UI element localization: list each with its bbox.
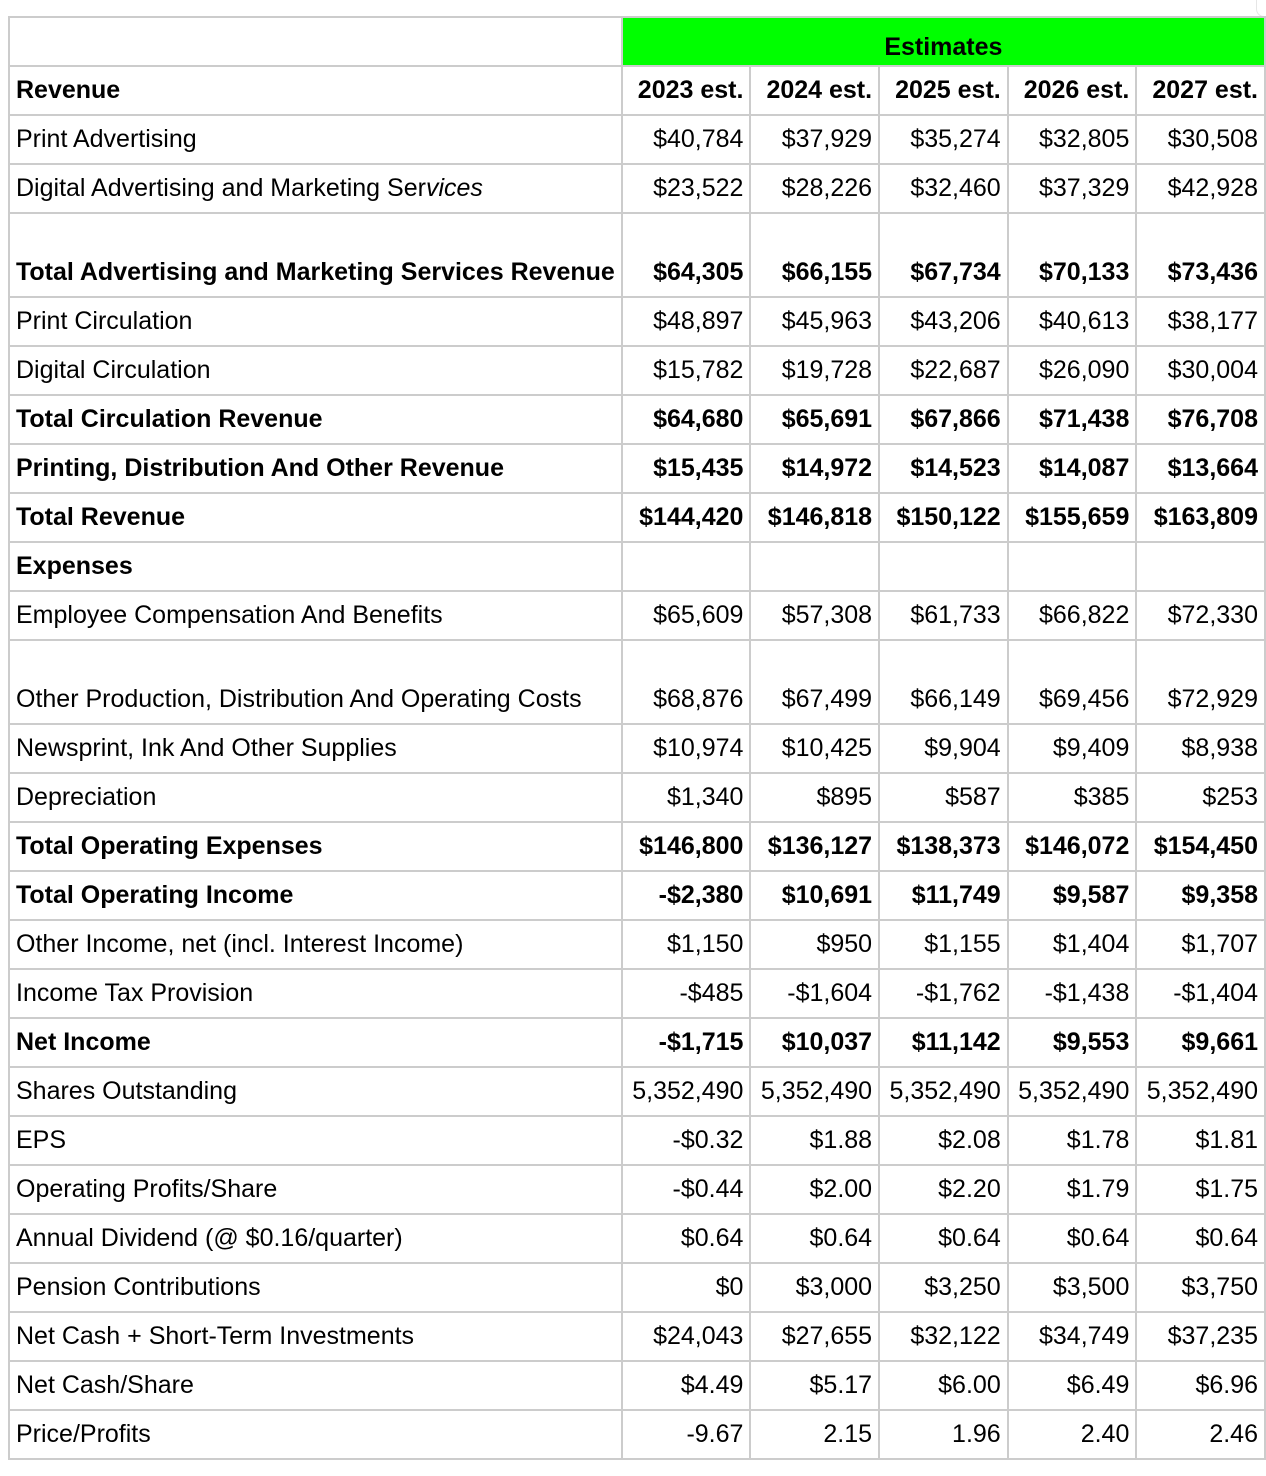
- row-label[interactable]: Print Circulation: [9, 297, 622, 346]
- value-cell-2025[interactable]: $61,733: [879, 591, 1008, 640]
- value-cell-2025[interactable]: $3,250: [879, 1263, 1008, 1312]
- value-cell-2023[interactable]: -$0.32: [622, 1116, 751, 1165]
- value-cell-2024[interactable]: $27,655: [750, 1312, 879, 1361]
- value-cell-2024[interactable]: 2.15: [750, 1410, 879, 1459]
- value-cell-2024[interactable]: $2.00: [750, 1165, 879, 1214]
- value-cell-2026[interactable]: 5,352,490: [1008, 1067, 1137, 1116]
- row-label-text: Digital Advertising and Marketing Ser: [16, 174, 426, 202]
- value-cell-2027[interactable]: $154,450: [1136, 822, 1265, 871]
- value-cell-2024[interactable]: $67,499: [750, 640, 879, 724]
- value-cell-2023[interactable]: $144,420: [622, 493, 751, 542]
- value-cell-2027[interactable]: 5,352,490: [1136, 1067, 1265, 1116]
- value-cell-2025[interactable]: $35,274: [879, 115, 1008, 164]
- table-row: [9, 297, 1265, 346]
- value-cell-2026[interactable]: $37,329: [1008, 164, 1137, 213]
- value-cell-2027[interactable]: $9,661: [1136, 1018, 1265, 1067]
- value-cell-2023[interactable]: $15,435: [622, 444, 751, 493]
- table-row: [9, 1018, 1265, 1067]
- value-cell-2025[interactable]: $138,373: [879, 822, 1008, 871]
- value-cell-2025[interactable]: $67,734: [879, 213, 1008, 297]
- value-cell-2026[interactable]: $385: [1008, 773, 1137, 822]
- value-cell-2026[interactable]: $9,587: [1008, 871, 1137, 920]
- row-label[interactable]: Employee Compensation And Benefits: [9, 591, 622, 640]
- year-header-2024[interactable]: 2024 est.: [750, 66, 879, 115]
- value-cell-2023[interactable]: -$1,715: [622, 1018, 751, 1067]
- estimates-band-row: [9, 17, 1265, 66]
- value-cell-2025[interactable]: $66,149: [879, 640, 1008, 724]
- value-cell-2027[interactable]: $37,235: [1136, 1312, 1265, 1361]
- value-cell-2024[interactable]: $66,155: [750, 213, 879, 297]
- value-cell-2023[interactable]: $64,680: [622, 395, 751, 444]
- table-row: [9, 1214, 1265, 1263]
- value-cell-2027[interactable]: $0.64: [1136, 1214, 1265, 1263]
- value-cell-2025[interactable]: $43,206: [879, 297, 1008, 346]
- value-cell-2027[interactable]: $1.81: [1136, 1116, 1265, 1165]
- value-cell-2027[interactable]: $72,330: [1136, 591, 1265, 640]
- value-cell-2027[interactable]: $38,177: [1136, 297, 1265, 346]
- row-label[interactable]: Digital Circulation: [9, 346, 622, 395]
- value-cell-2023[interactable]: -$2,380: [622, 871, 751, 920]
- row-label[interactable]: [9, 164, 622, 213]
- value-cell-2024[interactable]: $1.88: [750, 1116, 879, 1165]
- value-cell-2023[interactable]: $68,876: [622, 640, 751, 724]
- value-cell-2023[interactable]: $1,340: [622, 773, 751, 822]
- row-label-italic-text: vices: [425, 174, 483, 202]
- value-cell-2025[interactable]: $150,122: [879, 493, 1008, 542]
- row-label[interactable]: Total Revenue: [9, 493, 622, 542]
- year-header-2025[interactable]: 2025 est.: [879, 66, 1008, 115]
- value-cell-2024[interactable]: $5.17: [750, 1361, 879, 1410]
- row-label[interactable]: Other Production, Distribution And Operating Costs: [9, 640, 622, 724]
- row-label[interactable]: Depreciation: [9, 773, 622, 822]
- value-cell-2025[interactable]: $11,749: [879, 871, 1008, 920]
- row-label[interactable]: Income Tax Provision: [9, 969, 622, 1018]
- table-row: [9, 493, 1265, 542]
- row-label[interactable]: Newsprint, Ink And Other Supplies: [9, 724, 622, 773]
- value-cell-2023[interactable]: [622, 542, 751, 591]
- value-cell-2027[interactable]: $30,508: [1136, 115, 1265, 164]
- row-label[interactable]: Price/Profits: [9, 1410, 622, 1459]
- value-cell-2025[interactable]: $2.20: [879, 1165, 1008, 1214]
- value-cell-2026[interactable]: [1008, 542, 1137, 591]
- row-label[interactable]: Total Circulation Revenue: [9, 395, 622, 444]
- value-cell-2023[interactable]: $15,782: [622, 346, 751, 395]
- table-row: [9, 164, 1265, 213]
- table-row: [9, 542, 1265, 591]
- value-cell-2025[interactable]: $0.64: [879, 1214, 1008, 1263]
- value-cell-2023[interactable]: $64,305: [622, 213, 751, 297]
- value-cell-2025[interactable]: $6.00: [879, 1361, 1008, 1410]
- value-cell-2026[interactable]: $26,090: [1008, 346, 1137, 395]
- table-row: [9, 1361, 1265, 1410]
- value-cell-2024[interactable]: $136,127: [750, 822, 879, 871]
- value-cell-2026[interactable]: $1.79: [1008, 1165, 1137, 1214]
- value-cell-2025[interactable]: $2.08: [879, 1116, 1008, 1165]
- table-row: [9, 1263, 1265, 1312]
- value-cell-2027[interactable]: $1,707: [1136, 920, 1265, 969]
- value-cell-2027[interactable]: -$1,404: [1136, 969, 1265, 1018]
- value-cell-2023[interactable]: $65,609: [622, 591, 751, 640]
- value-cell-2023[interactable]: -$0.44: [622, 1165, 751, 1214]
- year-header-2027[interactable]: 2027 est.: [1136, 66, 1265, 115]
- value-cell-2024[interactable]: [750, 542, 879, 591]
- value-cell-2025[interactable]: -$1,762: [879, 969, 1008, 1018]
- table-row: [9, 724, 1265, 773]
- value-cell-2024[interactable]: $57,308: [750, 591, 879, 640]
- value-cell-2024[interactable]: $10,425: [750, 724, 879, 773]
- value-cell-2025[interactable]: $32,122: [879, 1312, 1008, 1361]
- row-label[interactable]: Pension Contributions: [9, 1263, 622, 1312]
- row-label[interactable]: Total Operating Expenses: [9, 822, 622, 871]
- table-row: [9, 444, 1265, 493]
- value-cell-2026[interactable]: $3,500: [1008, 1263, 1137, 1312]
- value-cell-2023[interactable]: $40,784: [622, 115, 751, 164]
- table-row: [9, 395, 1265, 444]
- row-label[interactable]: Printing, Distribution And Other Revenue: [9, 444, 622, 493]
- empty-header-cell[interactable]: [9, 17, 622, 66]
- value-cell-2024[interactable]: $10,037: [750, 1018, 879, 1067]
- value-cell-2026[interactable]: 2.40: [1008, 1410, 1137, 1459]
- value-cell-2026[interactable]: $32,805: [1008, 115, 1137, 164]
- row-label[interactable]: Net Cash/Share: [9, 1361, 622, 1410]
- year-header-2023[interactable]: 2023 est.: [622, 66, 751, 115]
- value-cell-2027[interactable]: $6.96: [1136, 1361, 1265, 1410]
- value-cell-2025[interactable]: $14,523: [879, 444, 1008, 493]
- value-cell-2025[interactable]: $32,460: [879, 164, 1008, 213]
- value-cell-2024[interactable]: $19,728: [750, 346, 879, 395]
- table-row: [9, 969, 1265, 1018]
- value-cell-2023[interactable]: $23,522: [622, 164, 751, 213]
- value-cell-2026[interactable]: -$1,438: [1008, 969, 1137, 1018]
- row-label[interactable]: Shares Outstanding: [9, 1067, 622, 1116]
- value-cell-2024[interactable]: $950: [750, 920, 879, 969]
- value-cell-2025[interactable]: 5,352,490: [879, 1067, 1008, 1116]
- value-cell-2023[interactable]: $0.64: [622, 1214, 751, 1263]
- value-cell-2026[interactable]: $71,438: [1008, 395, 1137, 444]
- value-cell-2025[interactable]: [879, 542, 1008, 591]
- value-cell-2024[interactable]: $28,226: [750, 164, 879, 213]
- row-label[interactable]: EPS: [9, 1116, 622, 1165]
- value-cell-2023[interactable]: $10,974: [622, 724, 751, 773]
- value-cell-2023[interactable]: $0: [622, 1263, 751, 1312]
- value-cell-2024[interactable]: $14,972: [750, 444, 879, 493]
- value-cell-2026[interactable]: $146,072: [1008, 822, 1137, 871]
- value-cell-2024[interactable]: $37,929: [750, 115, 879, 164]
- value-cell-2023[interactable]: $24,043: [622, 1312, 751, 1361]
- row-label[interactable]: Operating Profits/Share: [9, 1165, 622, 1214]
- table-row: [9, 1067, 1265, 1116]
- value-cell-2027[interactable]: 2.46: [1136, 1410, 1265, 1459]
- value-cell-2025[interactable]: $67,866: [879, 395, 1008, 444]
- window-corner-fragment: [1256, 0, 1266, 17]
- value-cell-2026[interactable]: $1.78: [1008, 1116, 1137, 1165]
- row-label[interactable]: Net Income: [9, 1018, 622, 1067]
- value-cell-2025[interactable]: $9,904: [879, 724, 1008, 773]
- value-cell-2024[interactable]: $45,963: [750, 297, 879, 346]
- value-cell-2026[interactable]: $9,409: [1008, 724, 1137, 773]
- value-cell-2027[interactable]: $13,664: [1136, 444, 1265, 493]
- value-cell-2023[interactable]: 5,352,490: [622, 1067, 751, 1116]
- value-cell-2027[interactable]: $3,750: [1136, 1263, 1265, 1312]
- row-label[interactable]: Other Income, net (incl. Interest Income): [9, 920, 622, 969]
- value-cell-2027[interactable]: $42,928: [1136, 164, 1265, 213]
- value-cell-2027[interactable]: $8,938: [1136, 724, 1265, 773]
- value-cell-2024[interactable]: $895: [750, 773, 879, 822]
- value-cell-2024[interactable]: $10,691: [750, 871, 879, 920]
- value-cell-2026[interactable]: $34,749: [1008, 1312, 1137, 1361]
- table-row: [9, 1312, 1265, 1361]
- value-cell-2026[interactable]: $40,613: [1008, 297, 1137, 346]
- table-row: [9, 773, 1265, 822]
- value-cell-2026[interactable]: $9,553: [1008, 1018, 1137, 1067]
- year-header-row: [9, 66, 1265, 115]
- table-row: [9, 346, 1265, 395]
- year-header-2026[interactable]: 2026 est.: [1008, 66, 1137, 115]
- value-cell-2027[interactable]: $1.75: [1136, 1165, 1265, 1214]
- value-cell-2027[interactable]: $72,929: [1136, 640, 1265, 724]
- table-row: [9, 591, 1265, 640]
- value-cell-2024[interactable]: $146,818: [750, 493, 879, 542]
- table-row: [9, 1116, 1265, 1165]
- value-cell-2027[interactable]: $253: [1136, 773, 1265, 822]
- row-label[interactable]: Total Advertising and Marketing Services Revenue: [9, 213, 622, 297]
- value-cell-2024[interactable]: $3,000: [750, 1263, 879, 1312]
- value-cell-2025[interactable]: $1,155: [879, 920, 1008, 969]
- row-label[interactable]: Total Operating Income: [9, 871, 622, 920]
- row-label[interactable]: Annual Dividend (@ $0.16/quarter): [9, 1214, 622, 1263]
- value-cell-2027[interactable]: $73,436: [1136, 213, 1265, 297]
- value-cell-2027[interactable]: $76,708: [1136, 395, 1265, 444]
- value-cell-2027[interactable]: $30,004: [1136, 346, 1265, 395]
- value-cell-2024[interactable]: $0.64: [750, 1214, 879, 1263]
- row-label[interactable]: Net Cash + Short-Term Investments: [9, 1312, 622, 1361]
- revenue-section-header[interactable]: Revenue: [9, 66, 622, 115]
- table-row: [9, 115, 1265, 164]
- value-cell-2023[interactable]: $1,150: [622, 920, 751, 969]
- value-cell-2023[interactable]: $146,800: [622, 822, 751, 871]
- value-cell-2023[interactable]: -9.67: [622, 1410, 751, 1459]
- value-cell-2025[interactable]: $22,687: [879, 346, 1008, 395]
- table-row: [9, 640, 1265, 724]
- value-cell-2026[interactable]: $70,133: [1008, 213, 1137, 297]
- value-cell-2026[interactable]: $6.49: [1008, 1361, 1137, 1410]
- value-cell-2026[interactable]: $1,404: [1008, 920, 1137, 969]
- estimates-band[interactable]: Estimates: [622, 17, 1265, 66]
- value-cell-2027[interactable]: $163,809: [1136, 493, 1265, 542]
- value-cell-2023[interactable]: $4.49: [622, 1361, 751, 1410]
- row-label[interactable]: Print Advertising: [9, 115, 622, 164]
- table-row: [9, 1165, 1265, 1214]
- value-cell-2026[interactable]: $69,456: [1008, 640, 1137, 724]
- value-cell-2026[interactable]: $155,659: [1008, 493, 1137, 542]
- value-cell-2025[interactable]: $587: [879, 773, 1008, 822]
- table-row: [9, 920, 1265, 969]
- value-cell-2027[interactable]: $9,358: [1136, 871, 1265, 920]
- value-cell-2026[interactable]: $66,822: [1008, 591, 1137, 640]
- value-cell-2024[interactable]: $65,691: [750, 395, 879, 444]
- table-row: [9, 822, 1265, 871]
- value-cell-2025[interactable]: 1.96: [879, 1410, 1008, 1459]
- financial-estimates-table: [8, 16, 1266, 1460]
- value-cell-2025[interactable]: $11,142: [879, 1018, 1008, 1067]
- value-cell-2024[interactable]: -$1,604: [750, 969, 879, 1018]
- table-row: [9, 871, 1265, 920]
- value-cell-2024[interactable]: 5,352,490: [750, 1067, 879, 1116]
- value-cell-2023[interactable]: $48,897: [622, 297, 751, 346]
- value-cell-2026[interactable]: $14,087: [1008, 444, 1137, 493]
- value-cell-2027[interactable]: [1136, 542, 1265, 591]
- row-label[interactable]: Expenses: [9, 542, 622, 591]
- table-row: [9, 213, 1265, 297]
- value-cell-2026[interactable]: $0.64: [1008, 1214, 1137, 1263]
- value-cell-2023[interactable]: -$485: [622, 969, 751, 1018]
- table-row: [9, 1410, 1265, 1459]
